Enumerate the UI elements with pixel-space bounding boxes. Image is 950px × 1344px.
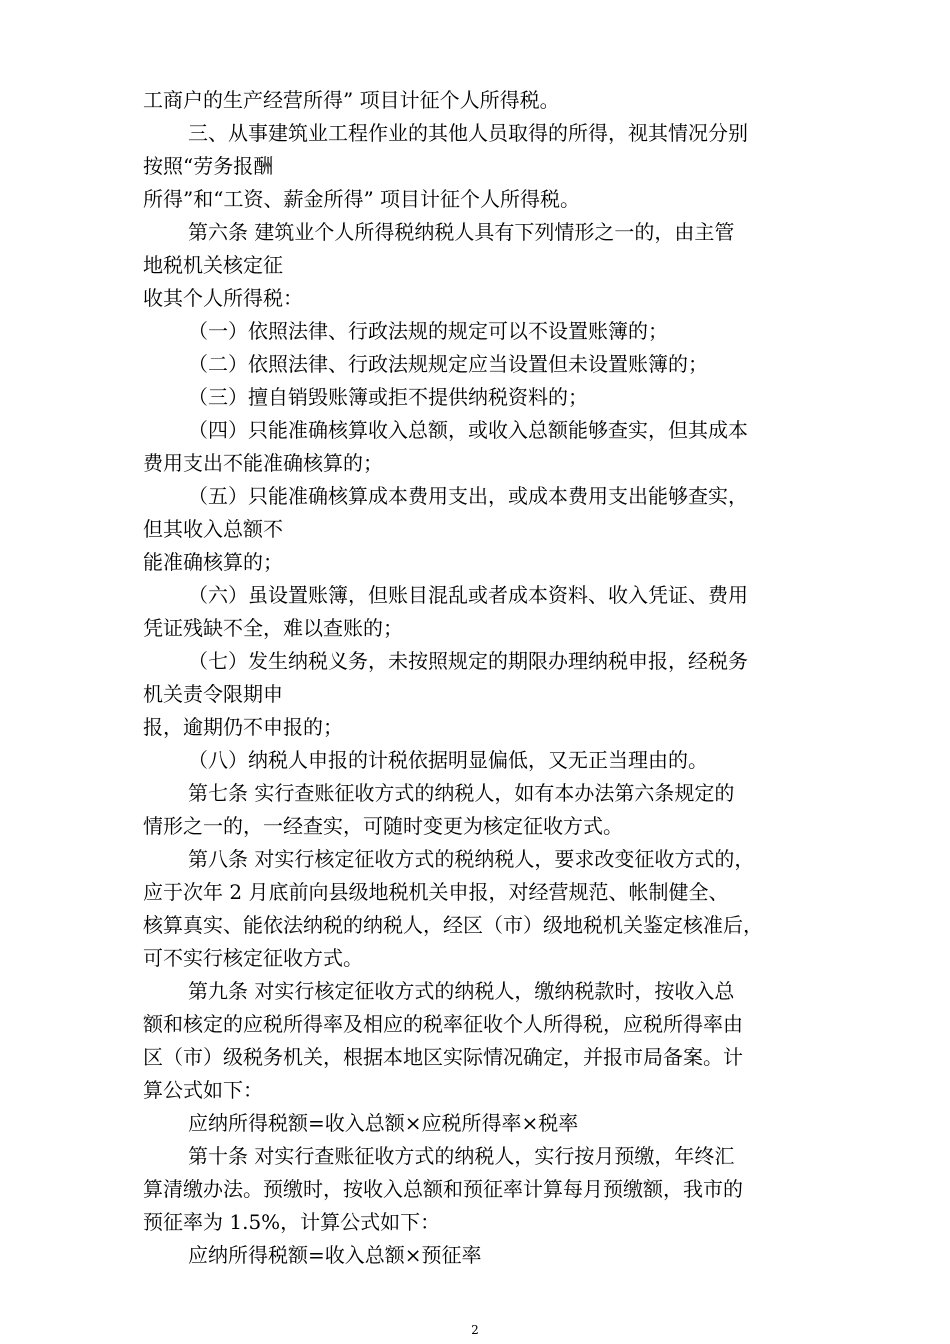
text-line: 第七条 实行查账征收方式的纳税人，如有本办法第六条规定的 — [188, 781, 735, 805]
text-line: 所得”和“工资、薪金所得” 项目计征个人所得税。 — [143, 187, 581, 211]
text-line: 应于次年 2 月底前向县级地税机关申报，对经营规范、帐制健全、 — [143, 880, 729, 904]
text-line: 按照“劳务报酬 — [143, 154, 274, 178]
text-line: 第八条 对实行核定征收方式的税纳税人，要求改变征收方式的， — [188, 847, 755, 871]
text-line: 工商户的生产经营所得” 项目计征个人所得税。 — [143, 88, 560, 112]
text-line: 机关责令限期申 — [143, 682, 283, 706]
text-line: 情形之一的，一经查实，可随时变更为核定征收方式。 — [143, 814, 623, 838]
text-line: 应纳所得税额=收入总额×应税所得率×税率 — [188, 1111, 579, 1135]
text-line: （四）只能准确核算收入总额，或收入总额能够查实，但其成本 — [188, 418, 748, 442]
text-line: 收其个人所得税： — [143, 286, 303, 310]
text-line: 预征率为 1.5%，计算公式如下： — [143, 1210, 441, 1234]
text-line: 额和核定的应税所得率及相应的税率征收个人所得税，应税所得率由 — [143, 1012, 743, 1036]
text-line: 第十条 对实行查账征收方式的纳税人，实行按月预缴，年终汇 — [188, 1144, 735, 1168]
text-line: （一）依照法律、行政法规的规定可以不设置账簿的； — [188, 319, 668, 343]
text-line: （八）纳税人申报的计税依据明显偏低，又无正当理由的。 — [188, 748, 708, 772]
text-line: 区（市）级税务机关，根据本地区实际情况确定，并报市局备案。计 — [143, 1045, 743, 1069]
text-line: 三、从事建筑业工程作业的其他人员取得的所得，视其情况分别 — [188, 121, 748, 145]
text-line: 算清缴办法。预缴时，按收入总额和预征率计算每月预缴额，我市的 — [143, 1177, 743, 1201]
page-number: 2 — [471, 1323, 479, 1337]
text-line: 费用支出不能准确核算的； — [143, 451, 383, 475]
text-line: 核算真实、能依法纳税的纳税人，经区（市）级地税机关鉴定核准后， — [143, 913, 763, 937]
text-line: （三）擅自销毁账簿或拒不提供纳税资料的； — [188, 385, 588, 409]
text-line: 凭证残缺不全，难以查账的； — [143, 616, 403, 640]
text-line: （五）只能准确核算成本费用支出，或成本费用支出能够查实， — [188, 484, 748, 508]
document-body — [143, 84, 813, 1272]
text-line: 能准确核算的； — [143, 550, 283, 574]
text-line: 算公式如下： — [143, 1078, 263, 1102]
text-line: 第六条 建筑业个人所得税纳税人具有下列情形之一的，由主管 — [188, 220, 735, 244]
text-line: 但其收入总额不 — [143, 517, 283, 541]
text-line: 地税机关核定征 — [143, 253, 283, 277]
text-line: （七）发生纳税义务，未按照规定的期限办理纳税申报，经税务 — [188, 649, 748, 673]
text-line: （六）虽设置账簿，但账目混乱或者成本资料、收入凭证、费用 — [188, 583, 748, 607]
text-line: 报，逾期仍不申报的； — [143, 715, 343, 739]
text-line: 可不实行核定征收方式。 — [143, 946, 363, 970]
text-line: （二）依照法律、行政法规规定应当设置但未设置账簿的； — [188, 352, 708, 376]
text-line: 应纳所得税额=收入总额×预征率 — [188, 1243, 482, 1267]
text-line: 第九条 对实行核定征收方式的纳税人，缴纳税款时，按收入总 — [188, 979, 735, 1003]
